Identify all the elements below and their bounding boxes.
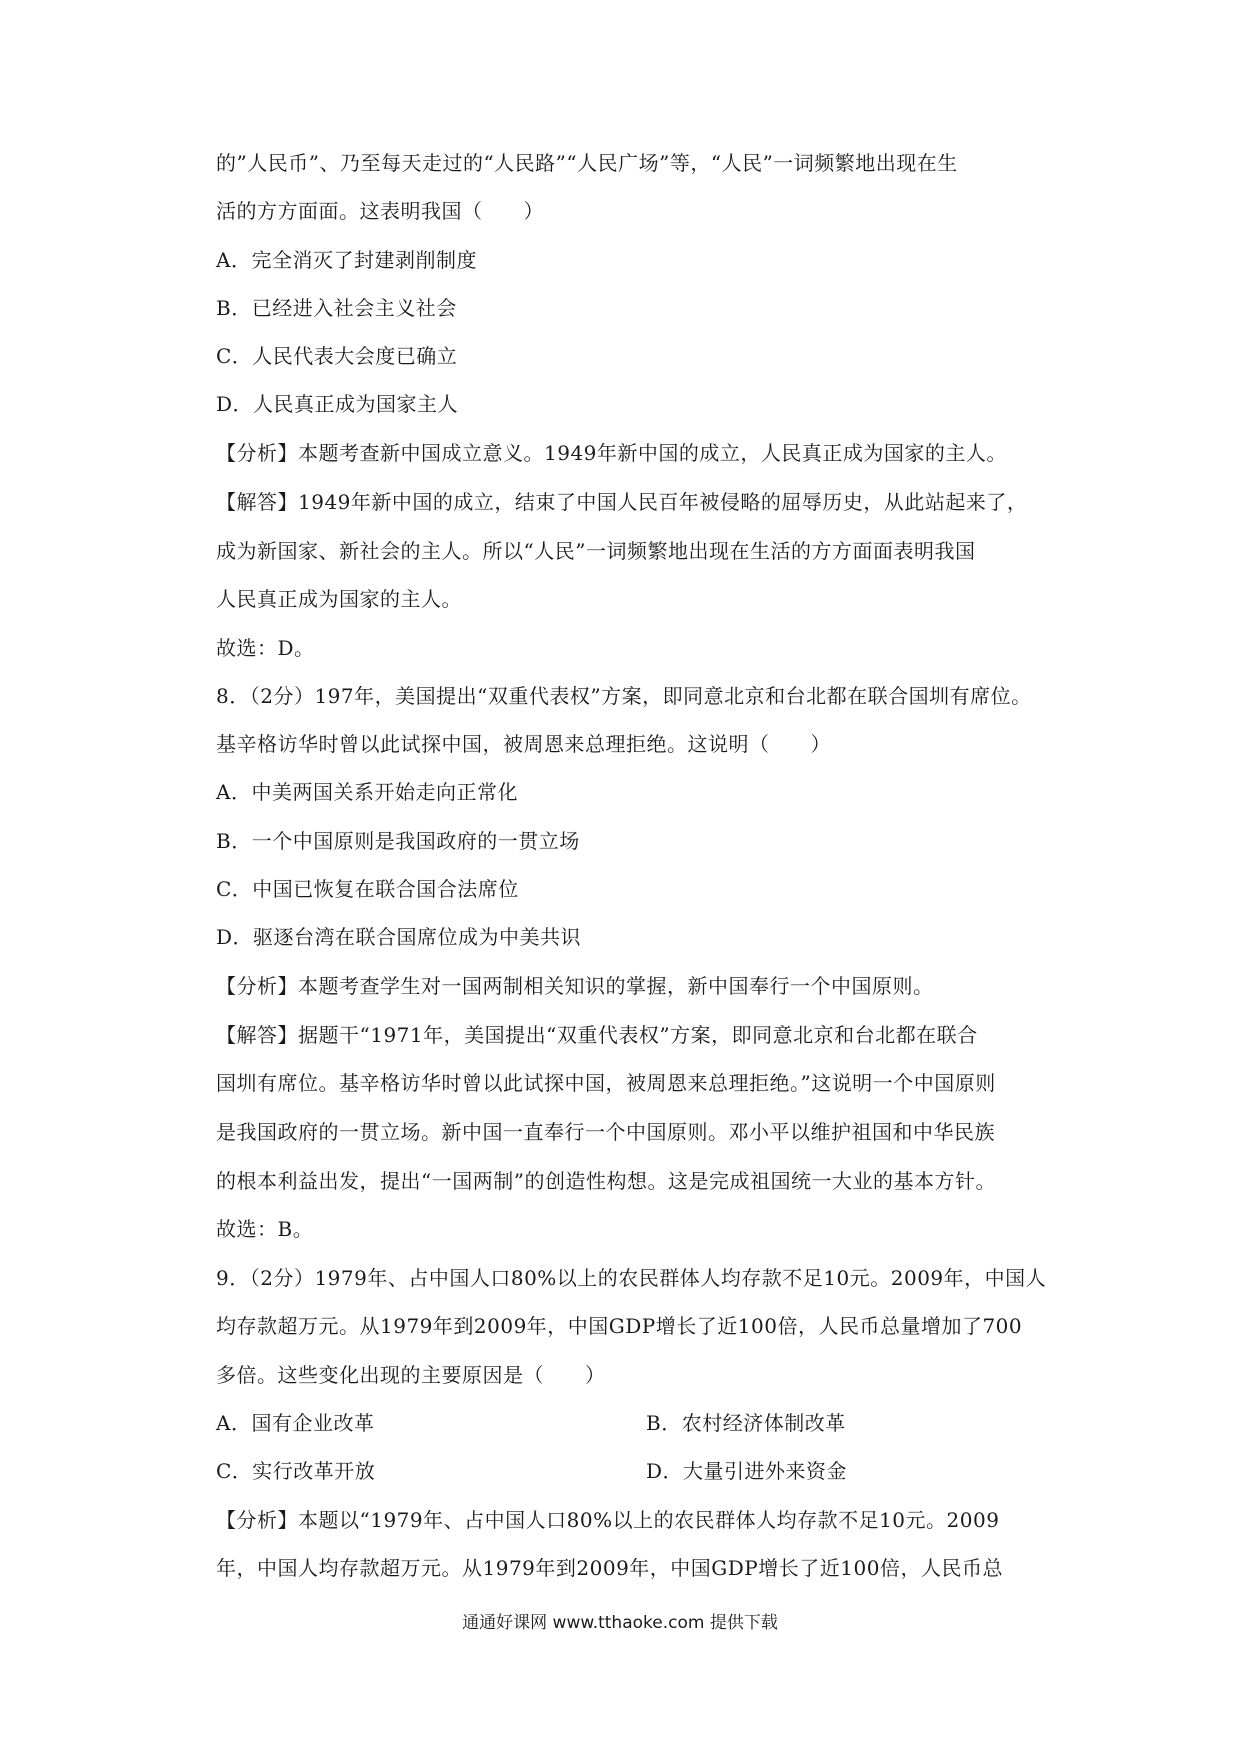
text-line: 【分析】本题以“1979年、占中国人口80%以上的农民群体人均存款不足10元。2009 — [216, 1508, 1000, 1532]
text-line: 8．（2分）197年，美国提出“双重代表权”方案，即同意北京和台北都在联合国圳有席位。 — [216, 684, 1032, 708]
text-line: 人民真正成为国家的主人。 — [216, 587, 462, 611]
text-line: B．已经进入社会主义社会 — [216, 296, 457, 320]
text-line: C．中国已恢复在联合国合法席位 — [216, 877, 519, 901]
text-line: A．完全消灭了封建剥削制度 — [216, 248, 477, 272]
option-left: C．实行改革开放 — [216, 1459, 376, 1483]
text-line: 多倍。这些变化出现的主要原因是（ ） — [216, 1363, 606, 1387]
page-footer: 通通好课网 www.tthaoke.com 提供下载 — [462, 1613, 778, 1633]
text-line: 成为新国家、新社会的主人。所以“人民”一词频繁地出现在生活的方方面面表明我国 — [216, 539, 976, 563]
text-line: 【解答】据题干“1971年，美国提出“双重代表权”方案，即同意北京和台北都在联合 — [216, 1023, 978, 1047]
text-line: 【分析】本题考查学生对一国两制相关知识的掌握，新中国奉行一个中国原则。 — [216, 974, 934, 998]
text-line: 活的方方面面。这表明我国（ ） — [216, 199, 544, 223]
option-left: A．国有企业改革 — [216, 1411, 375, 1435]
text-line: 基辛格访华时曾以此试探中国，被周恩来总理拒绝。这说明（ ） — [216, 732, 831, 756]
text-line: B．一个中国原则是我国政府的一贯立场 — [216, 829, 580, 853]
text-line: 的根本利益出发，提出“一国两制”的创造性构想。这是完成祖国统一大业的基本方针。 — [216, 1169, 996, 1193]
text-line: 故选：B。 — [216, 1217, 314, 1241]
option-right: B．农村经济体制改革 — [646, 1411, 846, 1435]
text-line: 年，中国人均存款超万元。从1979年到2009年，中国GDP增长了近100倍，人民币总 — [216, 1556, 1003, 1580]
option-right: D．大量引进外来资金 — [646, 1459, 848, 1483]
text-line: 国圳有席位。基辛格访华时曾以此试探中国，被周恩来总理拒绝。”这说明一个中国原则 — [216, 1071, 996, 1095]
text-line: 【分析】本题考查新中国成立意义。1949年新中国的成立，人民真正成为国家的主人。 — [216, 441, 1007, 465]
text-line: 均存款超万元。从1979年到2009年，中国GDP增长了近100倍，人民币总量增加了700 — [216, 1314, 1023, 1338]
text-line: D．人民真正成为国家主人 — [216, 392, 459, 416]
text-line: 故选：D。 — [216, 636, 315, 660]
text-line: 9．（2分）1979年、占中国人口80%以上的农民群体人均存款不足10元。2009年，中国人 — [216, 1266, 1047, 1290]
text-line: C．人民代表大会度已确立 — [216, 344, 458, 368]
text-line: 的”人民币”、乃至每天走过的“人民路”“人民广场”等，“人民”一词频繁地出现在生 — [216, 151, 958, 175]
text-line: D．驱逐台湾在联合国席位成为中美共识 — [216, 925, 582, 949]
text-line: 【解答】1949年新中国的成立，结束了中国人民百年被侵略的屈辱历史，从此站起来了， — [216, 490, 1028, 514]
text-line: 是我国政府的一贯立场。新中国一直奉行一个中国原则。邓小平以维护祖国和中华民族 — [216, 1120, 995, 1144]
text-line: A．中美两国关系开始走向正常化 — [216, 780, 518, 804]
